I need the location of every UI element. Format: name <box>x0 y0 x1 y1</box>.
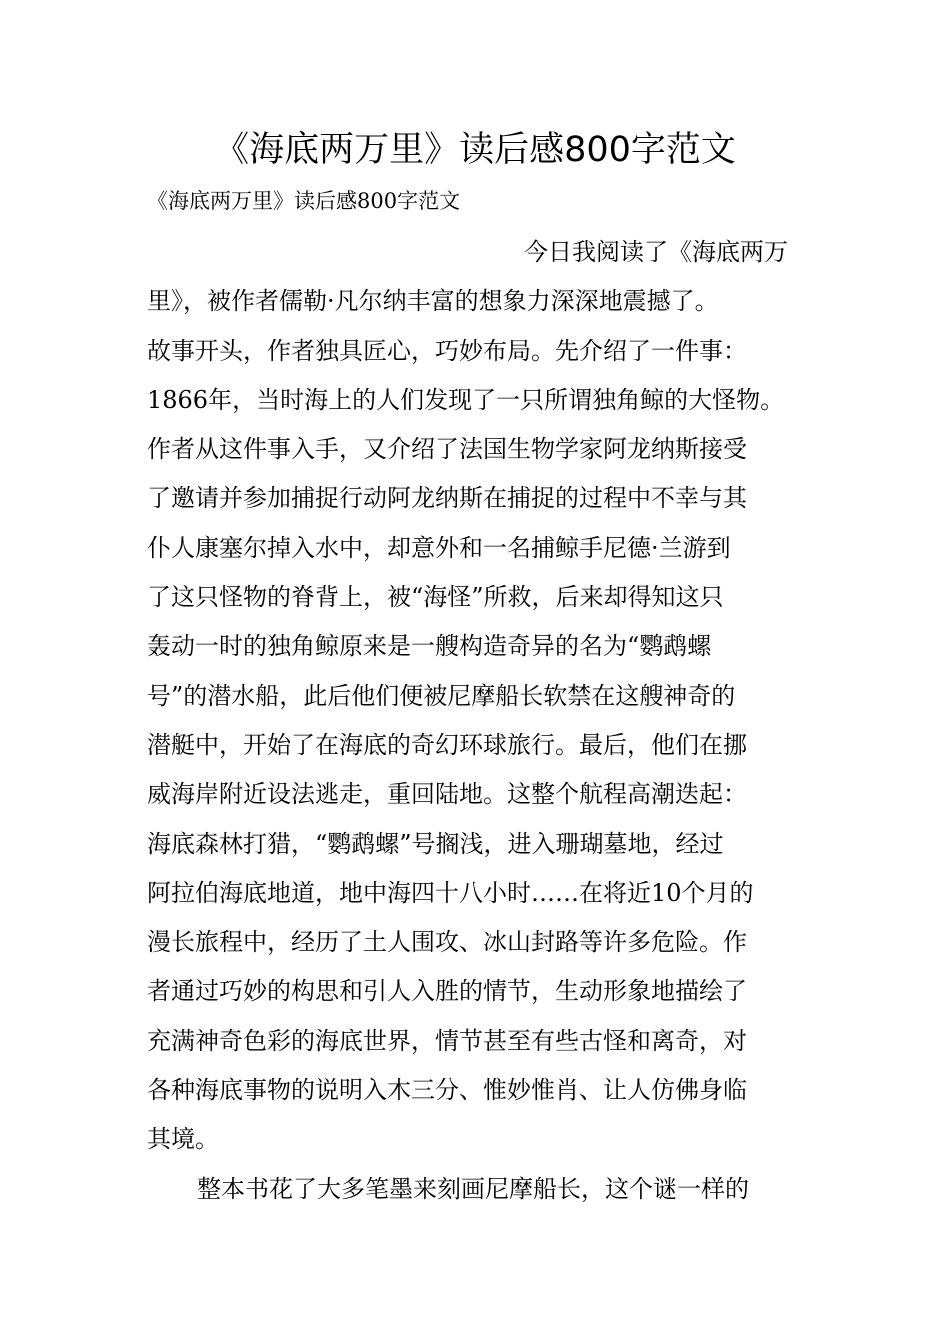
document-title: 《海底两万里》读后感800字范文 <box>214 130 736 170</box>
document-subtitle: 《海底两万里》读后感800字范文 <box>147 189 461 213</box>
paragraph-line: 漫长旅程中，经历了土人围攻、冰山封路等许多危险。作 <box>147 928 747 957</box>
paragraph-line: 作者从这件事入手，又介绍了法国生物学家阿龙纳斯接受 <box>147 435 747 464</box>
paragraph-line: 1866年，当时海上的人们发现了一只所谓独角鲸的大怪物。 <box>147 385 785 414</box>
document-body <box>147 228 812 1214</box>
paragraph-line: 阿拉伯海底地道，地中海四十八小时……在将近10个月的 <box>147 878 754 907</box>
paragraph-line: 各种海底事物的说明入木三分、惟妙惟肖、让人仿佛身临 <box>147 1076 747 1105</box>
paragraph-line: 了这只怪物的脊背上，被“海怪”所救，后来却得知这只 <box>147 583 724 612</box>
paragraph-line: 故事开头，作者独具匠心，巧妙布局。先介绍了一件事： <box>147 336 747 365</box>
paragraph-line: 今日我阅读了《海底两万 <box>524 238 788 266</box>
paragraph-line: 了邀请并参加捕捉行动阿龙纳斯在捕捉的过程中不幸与其 <box>147 484 747 513</box>
paragraph-line: 者通过巧妙的构思和引人入胜的情节，生动形象地描绘了 <box>147 977 747 1006</box>
paragraph-line: 轰动一时的独角鲸原来是一艘构造奇异的名为“鹦鹉螺 <box>147 632 712 661</box>
paragraph-line: 潜艇中，开始了在海底的奇幻环球旅行。最后，他们在挪 <box>147 730 747 759</box>
paragraph-line: 整本书花了大多笔墨来刻画尼摩船长，这个谜一样的 <box>197 1174 749 1203</box>
paragraph-line: 号”的潜水船，此后他们便被尼摩船长软禁在这艘神奇的 <box>147 681 736 710</box>
paragraph-1 <box>147 228 812 1165</box>
paragraph-line: 海底森林打猎，“鹦鹉螺”号搁浅，进入珊瑚墓地，经过 <box>147 829 724 858</box>
paragraph-line: 仆人康塞尔掉入水中，却意外和一名捕鲸手尼德·兰游到 <box>147 533 731 562</box>
paragraph-line: 其境。 <box>147 1125 219 1154</box>
paragraph-line: 充满神奇色彩的海底世界，情节甚至有些古怪和离奇，对 <box>147 1026 747 1055</box>
paragraph-2 <box>147 1165 812 1214</box>
paragraph-line: 威海岸附近设法逃走，重回陆地。这整个航程高潮迭起： <box>147 780 747 809</box>
paragraph-line: 里》，被作者儒勒·凡尔纳丰富的想象力深深地震撼了。 <box>147 287 719 316</box>
